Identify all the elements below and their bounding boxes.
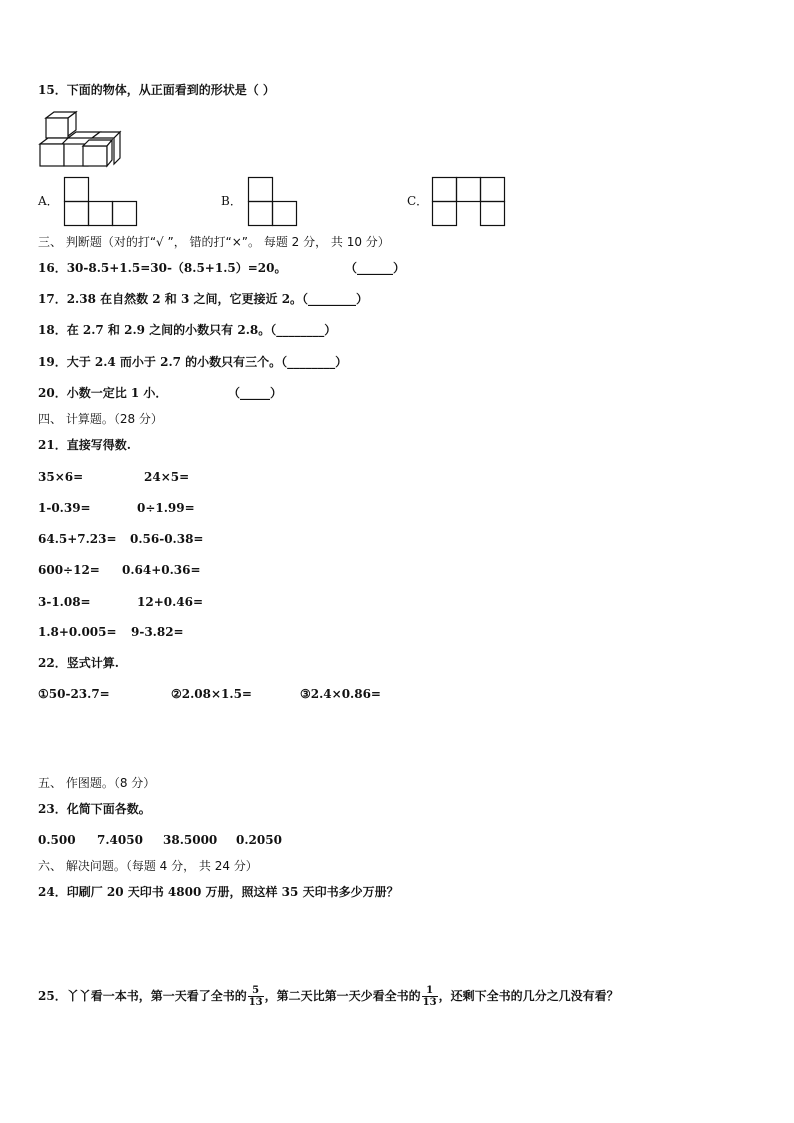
option-c-shape (432, 177, 508, 227)
section3-heading: 三、 判断题（对的打“√ ”， 错的打“×”。 每题 2 分， 共 10 分） (38, 235, 390, 249)
q22-stem: 22．竖式计算. (38, 656, 119, 670)
option-b-label: B． (221, 194, 242, 208)
q23-number: 0.2050 (236, 833, 282, 847)
fraction-5-13 (248, 985, 264, 1008)
q21-item: 35×6= (38, 470, 84, 484)
q21-item: 0÷1.99= (137, 501, 195, 515)
q16-text: 16．30-8.5+1.5=30-（8.5+1.5）=20。 (38, 261, 287, 275)
q21-item: 9-3.82= (131, 625, 184, 639)
fraction-numerator: 5 (248, 985, 264, 997)
fraction-numerator: 1 (422, 985, 438, 997)
option-c-label: C． (407, 194, 429, 208)
q20-answer-blank[interactable]: （_____） (228, 386, 283, 400)
fraction-denominator: 13 (422, 997, 437, 1008)
q21-item: 24×5= (144, 470, 190, 484)
cube-figure (38, 110, 128, 170)
q19-text: 19．大于 2.4 而小于 2.7 的小数只有三个。（________） (38, 355, 348, 369)
q21-item: 1-0.39= (38, 501, 91, 515)
q25-text (38, 984, 619, 1008)
q21-item: 3-1.08= (38, 595, 91, 609)
q25-part2: ，第二天比第一天少看全书的 (264, 989, 421, 1003)
q23-number: 7.4050 (97, 833, 143, 847)
option-a-shape (64, 177, 140, 227)
q23-number: 0.500 (38, 833, 76, 847)
q15-stem: 15．下面的物体，从正面看到的形状是（ ） (38, 83, 275, 97)
q17-text: 17．2.38 在自然数 2 和 3 之间，它更接近 2。（________） (38, 292, 369, 306)
fraction-1-13 (422, 985, 438, 1008)
section4-heading: 四、 计算题。（28 分） (38, 412, 163, 426)
q21-item: 600÷12= (38, 563, 100, 577)
q21-item: 1.8+0.005= (38, 625, 117, 639)
option-a-label: A． (38, 194, 59, 208)
q23-number: 38.5000 (163, 833, 218, 847)
section5-heading: 五、 作图题。（8 分） (38, 776, 156, 790)
q21-stem: 21．直接写得数. (38, 438, 131, 452)
q18-text: 18．在 2.7 和 2.9 之间的小数只有 2.8。（________） (38, 323, 337, 337)
q22-item: ③2.4×0.86= (300, 687, 381, 701)
q25-part3: ，还剩下全书的几分之几没有看？ (438, 989, 619, 1003)
q21-item: 0.64+0.36= (122, 563, 201, 577)
q23-stem: 23．化简下面各数。 (38, 802, 151, 816)
q21-item: 0.56-0.38= (130, 532, 204, 546)
q21-item: 12+0.46= (137, 595, 204, 609)
section6-heading: 六、 解决问题。（每题 4 分， 共 24 分） (38, 859, 258, 873)
q16-answer-blank[interactable]: （______） (345, 261, 406, 275)
q24-text: 24．印刷厂 20 天印书 4800 万册，照这样 35 天印书多少万册？ (38, 885, 399, 899)
q20-text: 20．小数一定比 1 小． (38, 386, 168, 400)
q21-item: 64.5+7.23= (38, 532, 117, 546)
q25-part1: 25．丫丫看一本书，第一天看了全书的 (38, 989, 247, 1003)
q22-item: ①50-23.7= (38, 687, 110, 701)
fraction-denominator: 13 (248, 997, 263, 1008)
option-b-shape (248, 177, 300, 227)
q22-item: ②2.08×1.5= (171, 687, 252, 701)
